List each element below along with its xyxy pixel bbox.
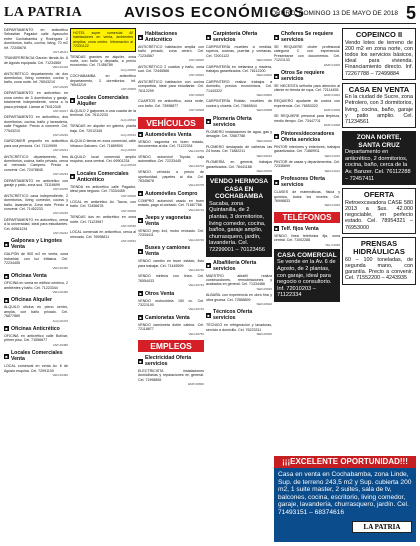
ad-text: TÉCNICO en refrigeración y lavadoras, servicio a domicilio. Cel. 76223311 — [206, 323, 272, 332]
category-heading: ■ Habitaciones Anticrético — [139, 31, 178, 43]
highlighted-ad: HOTEL super comercial 40 habitaciones en venta, ambientes amplios, zona centro. Información al 72331122 — [70, 28, 136, 52]
ad-code: ANT-00605 — [188, 93, 204, 98]
ad-code: VEH-00750 — [188, 331, 204, 336]
ad-text: ALQUILO tienda en zona comercial, calle Velasco Galvarro. Cel. 71889900 — [70, 139, 136, 148]
ad-code: ANT-00530 — [120, 224, 136, 228]
classified-ad — [206, 130, 272, 143]
ad-list — [4, 305, 68, 323]
classified-ad — [4, 364, 68, 377]
jeep-icon: ■ — [139, 218, 142, 224]
classified-ad — [206, 293, 272, 306]
classified-ad — [274, 114, 340, 127]
classifieds-column-2 — [70, 28, 136, 542]
car-icon: ■ — [139, 191, 142, 197]
ad-list — [206, 45, 272, 113]
ad-text: ALBAÑIL con experiencia en obra fina y obra gruesa. Cel. 72558899 — [206, 293, 272, 302]
ad-code: ALQ-00515 — [120, 148, 136, 153]
classified-ad — [206, 145, 272, 158]
featured-ad-title: COPEINCO II — [355, 30, 403, 39]
ad-text: CARPINTERO realiza trabajos a domicilio, precios económicos. Cel. 71443322 — [206, 79, 272, 93]
ad-code: ALQ-00470 — [52, 318, 68, 323]
ad-text: DEPARTAMENTO en anticrético, dos dormitorios, cocina, baño y lavandería, calle Pagador. Precio a convenir. Cel. 77543210 — [4, 115, 68, 133]
category-heading: ■ Albañilería Oferta servicios — [207, 259, 257, 272]
ad-code: SER-01012 — [324, 168, 340, 173]
classified-ad — [138, 274, 204, 287]
ad-list — [70, 55, 136, 92]
category-heading: ■ Electricidad Oferta servicios — [139, 355, 192, 368]
classified-ad — [4, 194, 68, 216]
ad-text: MAESTRO albañil realiza construcciones, remodelaciones y acabados en general. Cel. 71334466 — [206, 273, 272, 287]
classified-ad — [4, 179, 68, 192]
classified-ad — [274, 99, 340, 112]
featured-ad-body: Vendo lotes de terreno de 200 m2 en zona norte, con todos los servicios básicos, ideal para vivienda. Financiamiento directo. Inf. 72267788 – 72499884 — [345, 39, 413, 77]
book-icon: ■ — [275, 179, 278, 185]
category-heading: ■ Locales Comerciales Alquiler — [71, 94, 129, 107]
house-icon: ■ — [5, 273, 8, 279]
ad-list — [138, 323, 204, 336]
classified-ad — [206, 99, 272, 112]
classified-ad — [138, 155, 204, 168]
category-heading: ■ Choferes Se requiere servicios — [275, 31, 334, 43]
classifieds-column-6 — [342, 28, 416, 454]
category-heading: ■ Buses y camiones Venta — [139, 245, 191, 258]
featured-ad-body: En la ciudad de Sucre, zona Petrolero, con 3 dormitorios, living, cocina, baño, garaje y patio amplio. Cel. 71234561 — [345, 94, 413, 126]
ad-code: SER-00922 — [256, 302, 272, 307]
classified-ad — [138, 99, 204, 112]
classified-ad — [4, 218, 68, 236]
ad-text: PINTOR interiores y exteriores, trabajos garantizados. Cel. 71889911 — [274, 144, 340, 154]
ad-code: ANT-00231 — [52, 148, 68, 153]
ad-text: ANTICRÉTICO casa independiente, 2 dormitorios, living comedor, cocina y baño, lavandería. Zona este. Precio a convenir. Cel. 71452233 — [4, 193, 68, 212]
classified-ad — [274, 145, 340, 158]
classified-ad — [138, 259, 204, 272]
house-icon: ■ — [71, 98, 74, 104]
ad-list — [206, 274, 272, 307]
ad-code: VEN-00460 — [52, 289, 68, 294]
ad-code: ANT-00532 — [120, 239, 136, 244]
featured-ad-body: Sacaba, zona Quintanilla, de 2 plantas, 3 dormitorios, living comedor, cocina, baños, garaje amplio, churrasquero, jardín, lavandería. Cel. 72299001 – 70123456 — [209, 200, 266, 253]
classified-ad — [4, 252, 68, 270]
classified-ad — [4, 281, 68, 294]
paint-roller-icon: ■ — [275, 134, 278, 140]
ad-code: EMP-01002 — [324, 92, 340, 97]
classifieds-column-3 — [138, 28, 204, 542]
ad-list — [4, 334, 68, 347]
ad-code: ANT-00608 — [188, 108, 204, 113]
classified-ad — [70, 155, 136, 168]
section-band-vehiculos: VEHÍCULOS — [138, 117, 204, 129]
featured-ad-body: Departamento en anticrético, 2 dormitorios, cocina, baño, cerca de la Av. Banzer. Cel. 76112288 – 72457411 — [345, 149, 411, 182]
banner-title: ¡¡¡EXCELENTE OPORTUNIDAD!!! — [274, 456, 416, 468]
featured-ad-prensas — [342, 237, 416, 285]
ad-code: ALQ-00512 — [120, 132, 136, 137]
ad-code: VEH-00740 — [188, 307, 204, 312]
ad-text: OFICINA en anticrético calle Bolívar, primer piso. Cel. 71556677 — [4, 333, 68, 343]
ad-code: ANT-00230 — [52, 132, 68, 137]
category-heading: ■ Camionetas Venta — [139, 314, 190, 321]
ad-code: ANT-00235 — [52, 187, 68, 192]
ad-code: ALQ-00500 — [120, 67, 136, 72]
ad-list — [138, 299, 204, 312]
ad-list — [4, 252, 68, 270]
ad-text: TIENDAS grandes en alquiler, zona norte, con baño y depósito, a precio económico. Cel. 71456789 — [70, 54, 136, 68]
section-band-empleos: EMPLEOS — [138, 340, 204, 352]
ad-code: SER-00905 — [256, 93, 272, 98]
ad-text: TRANSFERENCIA Garzón tienda Av. 6 de Agosto equipada. Cel. 71234560 — [4, 56, 68, 65]
ad-code: SER-00920 — [256, 286, 272, 291]
featured-ad-title: VENDO HERMOSA CASA EN COCHABAMBA — [209, 178, 269, 201]
page-number: 5 — [405, 3, 416, 23]
ad-text: ANTICRÉTICO habitación amplia con baño privado, zona centro. Cel. 71234567 — [138, 45, 204, 58]
ad-code: VEH-00730 — [188, 268, 204, 272]
ad-text: LOCAL en anticrético Av. Tacna, con baño. Cel. 72456678 — [70, 199, 136, 209]
steering-wheel-icon: ■ — [275, 34, 278, 40]
ad-code: SER-01020 — [324, 203, 340, 208]
ad-code: SER-00902 — [256, 73, 272, 78]
ad-code: ANT-00480 — [52, 342, 68, 347]
ad-code: ANT-00240 — [52, 211, 68, 216]
category-heading: ■ Profesores Oferta servicios — [275, 176, 325, 189]
classified-ad — [70, 230, 136, 243]
ad-code: SER-00930 — [256, 332, 272, 337]
ad-text: TIENDA en anticrético calle Pagador, ideal para negocio. Cel. 73334455 — [70, 184, 136, 194]
ad-list — [274, 45, 340, 67]
ad-text: TIENDAS dos en anticrético en zona norte. Cel. 71123987 — [70, 215, 136, 224]
ad-text: ALQUILO local comercial amplio esquina, zona central. Cel. 69901234 — [70, 154, 136, 163]
classified-ad — [70, 185, 136, 198]
category-heading: ■ Otros Se requiere servicios — [275, 70, 325, 83]
category-heading: ■ Oficinas Anticrético — [5, 325, 60, 332]
classified-ad — [70, 139, 136, 152]
ad-text: OFICINA en venta en edificio céntrico, 2 ambientes y baño. Cel. 71223344 — [4, 281, 68, 290]
ad-text: LOCAL comercial en venta Av. 6 de Agosto esquina. Cel. 72991100 — [4, 364, 68, 373]
classified-ad — [70, 55, 136, 73]
ad-list — [138, 199, 204, 212]
classified-ad — [206, 160, 272, 173]
ad-text: VENDO minibús con línea. Cel. 76554433 — [138, 274, 204, 283]
ad-code: TEL-01030 — [325, 242, 340, 247]
classified-ad — [138, 299, 204, 312]
ad-code: EMP-01008 — [324, 123, 340, 128]
dateline: ORURO, DOMINGO 13 DE MAYO DE 2018 — [270, 10, 398, 17]
ad-code: ANT-00505 — [120, 87, 136, 92]
classified-ad — [138, 229, 204, 242]
ad-text: PLOMERÍA en general, trabajos garantizados. Cel. 76441188 — [206, 160, 272, 169]
classified-ad — [206, 45, 272, 63]
featured-ad-oportunidad — [274, 456, 416, 542]
category-heading: ■ Oficinas Venta — [5, 273, 47, 280]
classified-ad — [4, 28, 68, 54]
ad-text: REQUIERO ayudante de cocina con experiencia. Cel. 76553322 — [274, 99, 340, 108]
truck-icon: ■ — [139, 315, 142, 321]
ad-code: ANT-00225 — [52, 84, 68, 89]
section-title: AVISOS ECONÓMICOS — [124, 4, 305, 21]
ad-text: COCHABAMBA en anticrético departamento, 3 dormitorios. Inf. 76543219 — [70, 74, 136, 88]
bolt-icon: ■ — [139, 358, 142, 364]
classified-ad — [138, 45, 204, 63]
ad-code: VEN-00450 — [52, 265, 68, 270]
classified-ad — [4, 334, 68, 347]
featured-ad-oferta — [342, 188, 416, 234]
bed-icon: ■ — [139, 34, 142, 40]
tool-icon: ■ — [207, 312, 210, 318]
category-heading: ■ Automóviles Venta — [139, 131, 192, 138]
category-heading: ■ Jeeps y vagonetas Venta — [139, 214, 192, 227]
house-icon: ■ — [5, 353, 8, 359]
ad-list — [4, 364, 68, 377]
house-icon: ■ — [5, 297, 8, 303]
ad-code: VEN-00418 — [52, 65, 68, 70]
ad-list — [4, 281, 68, 294]
ad-text: CARPINTERÍA en melamina y madera, trabajos garantizados. Cel. 76112200 — [206, 64, 272, 74]
classified-ad — [274, 45, 340, 67]
ad-text: CUARTOS en anticrético, zona norte, con baño. Cel. 73998877 — [138, 99, 204, 108]
ad-text: CLASES de matemáticas, física y química, todos los niveles. Cel. 76998833 — [274, 190, 340, 203]
ad-code: EMP-00800 — [188, 382, 204, 387]
classified-ad — [206, 323, 272, 336]
classified-ad — [138, 323, 204, 336]
classified-ad — [70, 200, 136, 213]
ad-code: ANT-00520 — [120, 193, 136, 198]
classified-ad — [70, 215, 136, 228]
wrench-icon: ■ — [207, 119, 210, 125]
ad-text: SE REQUIERE chofer profesional categoría C con experiencia. Presentarse con documentos. Cel. 71221133 — [274, 45, 340, 63]
classifieds-column-5 — [274, 28, 340, 454]
ad-text: PLOMERO instalaciones de agua, gas y desagüe. Cel. 72667788 — [206, 129, 272, 139]
classified-ad — [274, 190, 340, 208]
ad-list — [274, 145, 340, 173]
ad-text: ELECTRICISTA instalaciones domiciliarias y reparaciones en general. Cel. 71998855 — [138, 369, 204, 382]
classified-ad — [138, 140, 204, 153]
featured-ad-zona-norte — [342, 131, 416, 185]
vehicle-icon: ■ — [139, 291, 142, 297]
ad-code: ANT-00233 — [52, 172, 68, 177]
classified-ad — [4, 56, 68, 69]
featured-ad-cochabamba — [206, 175, 272, 256]
classified-ad — [206, 274, 272, 292]
classified-ad — [138, 80, 204, 98]
ad-text: PINTOR de casas y departamentos. Cel. 72336699 — [274, 159, 340, 169]
ad-list — [274, 190, 340, 208]
featured-ad-title: PRENSAS HIDRÁULICAS — [353, 238, 405, 257]
ad-text: ALQUILO oficina en pleno centro, amplia, con baño privado. Cel. 76677889 — [4, 305, 68, 319]
ad-code: SER-00915 — [256, 168, 272, 173]
category-heading: ■ Locales Comerciales Anticrético — [71, 170, 129, 183]
newspaper-logo: LA PATRIA — [352, 521, 412, 533]
house-icon: ■ — [5, 326, 8, 332]
ad-text: CARPINTERÍA muebles a medida, roperos, cocinas, puertas y ventanas. Cel. 72001122 — [206, 45, 272, 58]
featured-ad-title: CASA COMERCIAL — [277, 251, 337, 259]
ad-list — [274, 84, 340, 128]
ad-list — [138, 140, 204, 188]
ad-code: ANT-00602 — [188, 73, 204, 78]
ad-code: EMP-01000 — [324, 62, 340, 67]
ad-list — [206, 130, 272, 174]
ad-code: SER-01010 — [324, 153, 340, 158]
ad-text: DEPARTAMENTO en anticrético con garaje y patio, zona sud. 73116699 — [4, 178, 68, 187]
newspaper-brand: LA PATRIA — [4, 5, 83, 20]
ad-code: VEH-00705 — [188, 183, 204, 188]
category-heading: ■ Locales Comerciales Venta — [5, 350, 63, 363]
category-heading: ■ Otros Venta — [139, 290, 175, 297]
featured-ad-title: OFERTA — [363, 190, 395, 200]
ad-code: VEH-00710 — [188, 207, 204, 212]
classified-ad — [4, 305, 68, 323]
classified-ad — [70, 74, 136, 92]
ad-code: ANT-00242 — [52, 231, 68, 236]
ad-text: PLOMERO destapado de cañerías las 24 horas. Cel. 71882211 — [206, 144, 272, 154]
classified-ad — [138, 369, 204, 387]
ad-code: VEH-00700 — [188, 148, 204, 153]
classified-ad — [206, 65, 272, 78]
ad-code: ALQ-00510 — [120, 117, 136, 122]
classified-ad — [4, 139, 68, 152]
ad-list — [70, 109, 136, 168]
ad-code: ANT-00211 — [53, 50, 68, 55]
ad-code: EMP-01005 — [324, 108, 340, 113]
ad-text: DEPARTAMENTO en anticrético Sebastián Pagador calle Ayacucho entre Cochabamba y Rodríguez 2 dormitorios, baño, cocina, living, 70 m2 Inf. 72345678 — [4, 28, 68, 50]
saw-icon: ■ — [207, 34, 210, 40]
ad-text: ANTICRÉTICO departamento, tres dormitorios, cocina, baño privado, cerca al mercado Campero. Precio a convenir. Cel. 72478845 — [4, 154, 68, 172]
category-heading: ■ Carpintería Oferta servicios — [207, 31, 258, 43]
ad-code: VEH-00702 — [188, 163, 204, 168]
car-icon: ■ — [139, 132, 142, 138]
phone-icon: ■ — [275, 226, 278, 232]
ad-code: SER-00900 — [256, 58, 272, 63]
ad-text: VENDO jeep 4x4, motor revisado. Cel. 72334411 — [138, 228, 204, 238]
category-heading: ■ Plomería Oferta servicios — [207, 115, 252, 128]
ad-text: ANTICRÉTICO departamento de dos dormitorios, living comedor, cocina y baño, zona norte. Inf. 76543210 — [4, 71, 68, 85]
category-heading: ■ Automóviles Compro — [139, 190, 198, 197]
classifieds-column-4 — [206, 28, 272, 542]
ad-text: SE REQUIERE personal para limpieza, medio tiempo. Cel. 73447711 — [274, 114, 340, 123]
ad-list — [138, 259, 204, 287]
classified-ad — [4, 155, 68, 177]
category-heading: ■ Galpones y Lingotes Venta — [5, 238, 63, 251]
featured-ad-title: CASA EN VENTA — [348, 84, 410, 94]
ad-list — [138, 369, 204, 387]
ad-text: ALQUILO 2 galpones a una cuadra de la terminal. Cel. 76112233 — [70, 108, 136, 118]
page-header — [4, 4, 416, 24]
classified-ad — [138, 65, 204, 78]
ad-code: SER-00908 — [256, 108, 272, 113]
ad-code: VEH-00720 — [188, 237, 204, 242]
ad-code: SER-00910 — [256, 138, 272, 143]
ad-text: CARPINTERÍA Roldán, muebles de cocina y closets. Cel. 73665544 — [206, 99, 272, 108]
classified-ad — [4, 72, 68, 90]
classified-ad — [4, 115, 68, 137]
ad-text: ANTICRÉTICO habitación con cocina compartida, ideal para estudiante. Cel. 76112299 — [138, 79, 204, 93]
ad-code: ANT-00227 — [52, 108, 68, 113]
classified-ad — [206, 80, 272, 98]
category-heading: ■ Pintores/decoradores Oferta servicios — [275, 130, 335, 143]
ad-text: LOCAL comercial en anticrético, cerca al mercado. Cel. 76998811 — [70, 230, 136, 239]
classified-ad — [138, 170, 204, 188]
ad-list — [70, 185, 136, 244]
house-icon: ■ — [5, 241, 8, 247]
featured-ad-title: ZONA NORTE, SANTA CRUZ — [356, 134, 402, 149]
ad-text: VENDO vehículo a precio de oportunidad, papeles al día. Cel. 76345678 — [138, 170, 204, 183]
ad-text: DEPARTAMENTO en anticrético, cerca a la universidad, ideal para estudiantes. Cel. 69561234 — [4, 217, 68, 231]
house-icon: ■ — [71, 174, 74, 180]
ad-text: SE NECESITA señorita para atención al cliente en tienda de ropa. Cel. 72114455 — [274, 84, 340, 93]
ad-text: VENDO línea telefónica fija, zona central. Cel. 71002288 — [274, 233, 340, 243]
featured-ad-body: Se vende en la Av. 6 de Agosto, de 2 plantas, con garaje, ideal para negocio o consultorio. Inf. 72010203 – 71122334 — [277, 259, 336, 299]
ad-text: TIENDAS en alquiler en galería, planta baja. Cel. 72012345 — [70, 124, 136, 133]
ad-text: VENDO camión en buen estado, listo para trabajar. Cel. 71445599 — [138, 259, 204, 268]
ad-list — [138, 229, 204, 242]
brick-icon: ■ — [207, 263, 210, 269]
featured-ad-casa-venta — [342, 83, 416, 129]
ad-text: GALPÓN de 500 m2 en venta, zona industrial, con luz trifásica. Cel. 72234455 — [4, 252, 68, 266]
ad-text: GARZONIER pequeño en anticrético para una persona. Cel. 71119999 — [4, 139, 68, 148]
section-band-telefonos: TELÉFONOS — [274, 212, 340, 223]
category-heading: ■ Técnicos Oferta servicios — [207, 309, 253, 322]
classified-ad — [274, 160, 340, 173]
bus-icon: ■ — [139, 248, 142, 254]
featured-ad-body: 60 – 100 toneladas, de segunda mano, con garantía. Precio a convenir. Cel. 71552200 – 4243935 — [345, 256, 413, 282]
ad-text: ANTICRÉTICO 2 cuartos y baño, zona sud. Cel. 72445566 — [138, 64, 204, 74]
classified-ad — [70, 124, 136, 137]
ad-code: VEN-00490 — [52, 372, 68, 377]
ad-code: ANT-00600 — [188, 58, 204, 63]
category-heading: ■ Oficinas Alquiler — [5, 297, 53, 304]
ad-code: ANT-00525 — [120, 208, 136, 213]
person-icon: ■ — [275, 73, 278, 79]
ad-list — [206, 323, 272, 336]
ad-text: VENDO automóvil Toyota, caja automática. Cel. 72233445 — [138, 154, 204, 164]
ad-text: DEPARTAMENTO en anticrético en zona centro de 3 dormitorios y garaje, totalmente independiente, cerca a la plaza principal. Llamar al 76412345 — [4, 91, 68, 109]
featured-ad-body: Retroexcavadora CASE 580 2013 a $us. 42.000 negociable, en perfecto estado. Cel. 78954321 – 76953000 — [345, 199, 413, 231]
classified-ad — [4, 91, 68, 113]
classifieds-column-1 — [4, 28, 68, 542]
ad-text: VENDO motocicleta 150 cc. Cel. 73221100 — [138, 298, 204, 308]
ad-code: ALQ-00518 — [120, 163, 136, 168]
banner-body: Casa en venta en Cochabamba, zona Linde, Sup. de terreno 243,5 m2 y Sup. cubierta 200 m2, 1 suite master, 2 suites, sala de tv, balcones, cocina, escritorio, living comedor, garaje, lavandería, churrasquero, jardín. Cel. 71493151 – 68374616 — [278, 471, 412, 516]
ad-code: VEH-00732 — [188, 283, 204, 288]
ad-list — [274, 234, 340, 247]
ad-list — [138, 45, 204, 113]
classified-ad — [70, 109, 136, 122]
classified-ad — [138, 199, 204, 212]
featured-ad-copeinco — [342, 28, 416, 80]
category-heading: ■ Telf. fijos Venta — [275, 225, 319, 232]
ad-list — [4, 28, 68, 235]
ad-code: SER-00912 — [256, 153, 272, 158]
classified-ad — [274, 84, 340, 97]
classified-ad — [274, 234, 340, 247]
ad-text: COMPRO automóvil usado en buen estado, pago al contado. Cel. 71667788 — [138, 198, 204, 208]
ad-text: VENDO vagoneta en buen estado, documentos al día. Cel. 71122334 — [138, 139, 204, 149]
ad-text: VENDO camioneta doble cabina. Cel. 72118877 — [138, 322, 204, 332]
featured-ad-casa-comercial — [274, 249, 340, 302]
